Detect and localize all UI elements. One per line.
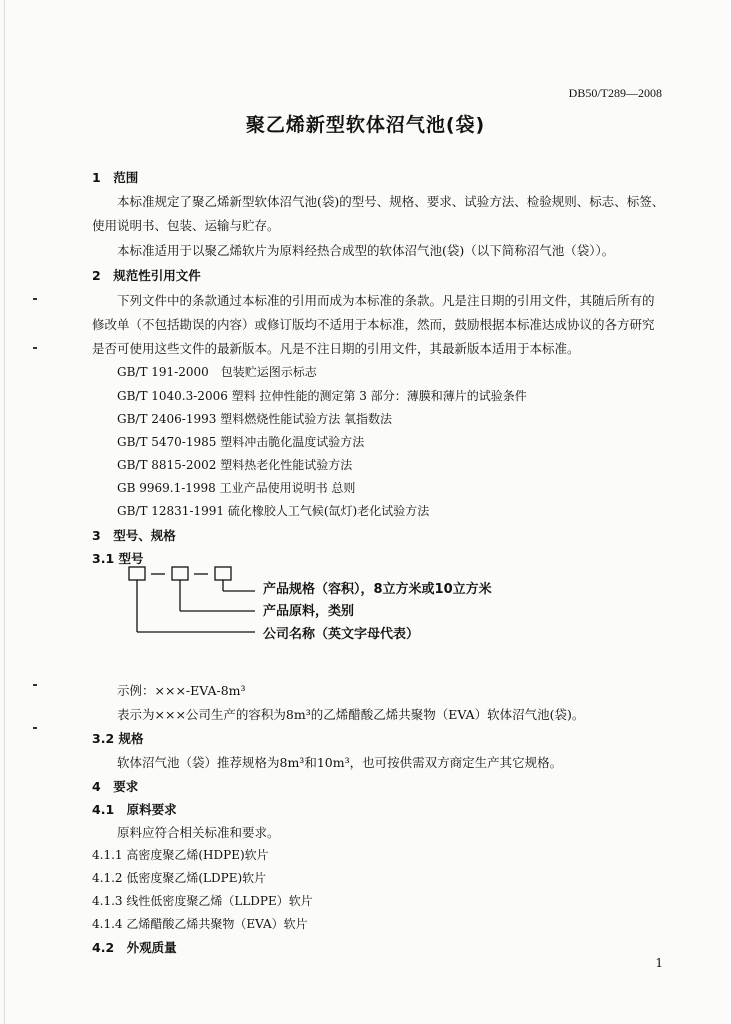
- section-2-heading: 2 规范性引用文件: [92, 268, 201, 283]
- subsection-3-1-heading: 3.1 型号: [92, 551, 144, 566]
- example-text: 示例：×××-EVA-8m³: [117, 683, 246, 698]
- subsection-3-2-heading: 3.2 规格: [92, 731, 144, 746]
- diagram-label: 产品原料，类别: [263, 604, 355, 619]
- paragraph: 表示为×××公司生产的容积为8m³的乙烯醋酸乙烯共聚物（EVA）软体沼气池(袋)。: [117, 707, 585, 722]
- paragraph: 软体沼气池（袋）推荐规格为8m³和10m³，也可按供需双方商定生产其它规格。: [117, 755, 563, 770]
- page-number: 1: [655, 956, 663, 970]
- document-code: DB50/T289—2008: [568, 86, 662, 100]
- section-1-heading: 1 范围: [92, 170, 139, 185]
- reference-item: GB/T 191-2000 包装贮运图示标志: [117, 365, 317, 379]
- reference-item: GB/T 12831-1991 硫化橡胶人工气候(氙灯)老化试验方法: [117, 504, 430, 518]
- reference-item: GB/T 8815-2002 塑料热老化性能试验方法: [117, 458, 353, 472]
- subsection-4-1-heading: 4.1 原料要求: [92, 802, 177, 817]
- paragraph: 修改单（不包括勘误的内容）或修订版均不适用于本标准，然而，鼓励根据本标准达成协议的各方研究: [92, 317, 655, 332]
- paragraph: 本标准规定了聚乙烯新型软体沼气池(袋)的型号、规格、要求、试验方法、检验规则、标志、标签、: [117, 194, 665, 209]
- paragraph: 使用说明书、包装、运输与贮存。: [92, 218, 280, 233]
- reference-item: GB/T 2406-1993 塑料燃烧性能试验方法 氧指数法: [117, 412, 393, 426]
- reference-item: GB/T 5470-1985 塑料冲击脆化温度试验方法: [117, 435, 365, 449]
- code-box: [129, 567, 145, 580]
- document-title: 聚乙烯新型软体沼气池(袋): [245, 114, 486, 136]
- numbered-item: 4.1.1 高密度聚乙烯(HDPE)软片: [92, 848, 269, 862]
- scan-mark: [33, 298, 37, 300]
- paragraph: 是否可使用这些文件的最新版本。凡是不注日期的引用文件，其最新版本适用于本标准。: [92, 341, 580, 356]
- reference-item: GB 9969.1-1998 工业产品使用说明书 总则: [117, 481, 356, 495]
- model-code-diagram: [120, 565, 280, 645]
- code-box: [215, 567, 231, 580]
- numbered-item: 4.1.3 线性低密度聚乙烯（LLDPE）软片: [92, 894, 313, 908]
- subsection-4-2-heading: 4.2 外观质量: [92, 940, 177, 955]
- paragraph: 下列文件中的条款通过本标准的引用而成为本标准的条款。凡是注日期的引用文件，其随后所有的: [117, 293, 655, 308]
- scan-mark: [33, 347, 37, 349]
- section-4-heading: 4 要求: [92, 779, 139, 794]
- paragraph: 本标准适用于以聚乙烯软片为原料经热合成型的软体沼气池(袋)（以下简称沼气池（袋））。: [117, 243, 615, 258]
- diagram-label: 产品规格（容积），8立方米或10立方米: [263, 582, 492, 597]
- reference-item: GB/T 1040.3-2006 塑料 拉伸性能的测定第 3 部分：薄膜和薄片的试验条件: [117, 389, 527, 403]
- code-box: [172, 567, 188, 580]
- numbered-item: 4.1.2 低密度聚乙烯(LDPE)软片: [92, 871, 267, 885]
- scan-edge: [4, 0, 5, 1024]
- section-3-heading: 3 型号、规格: [92, 528, 176, 543]
- scan-mark: [33, 684, 37, 686]
- paragraph: 原料应符合相关标准和要求。: [117, 825, 280, 840]
- numbered-item: 4.1.4 乙烯醋酸乙烯共聚物（EVA）软片: [92, 917, 308, 931]
- diagram-label: 公司名称（英文字母代表）: [263, 627, 420, 642]
- scan-mark: [33, 727, 37, 729]
